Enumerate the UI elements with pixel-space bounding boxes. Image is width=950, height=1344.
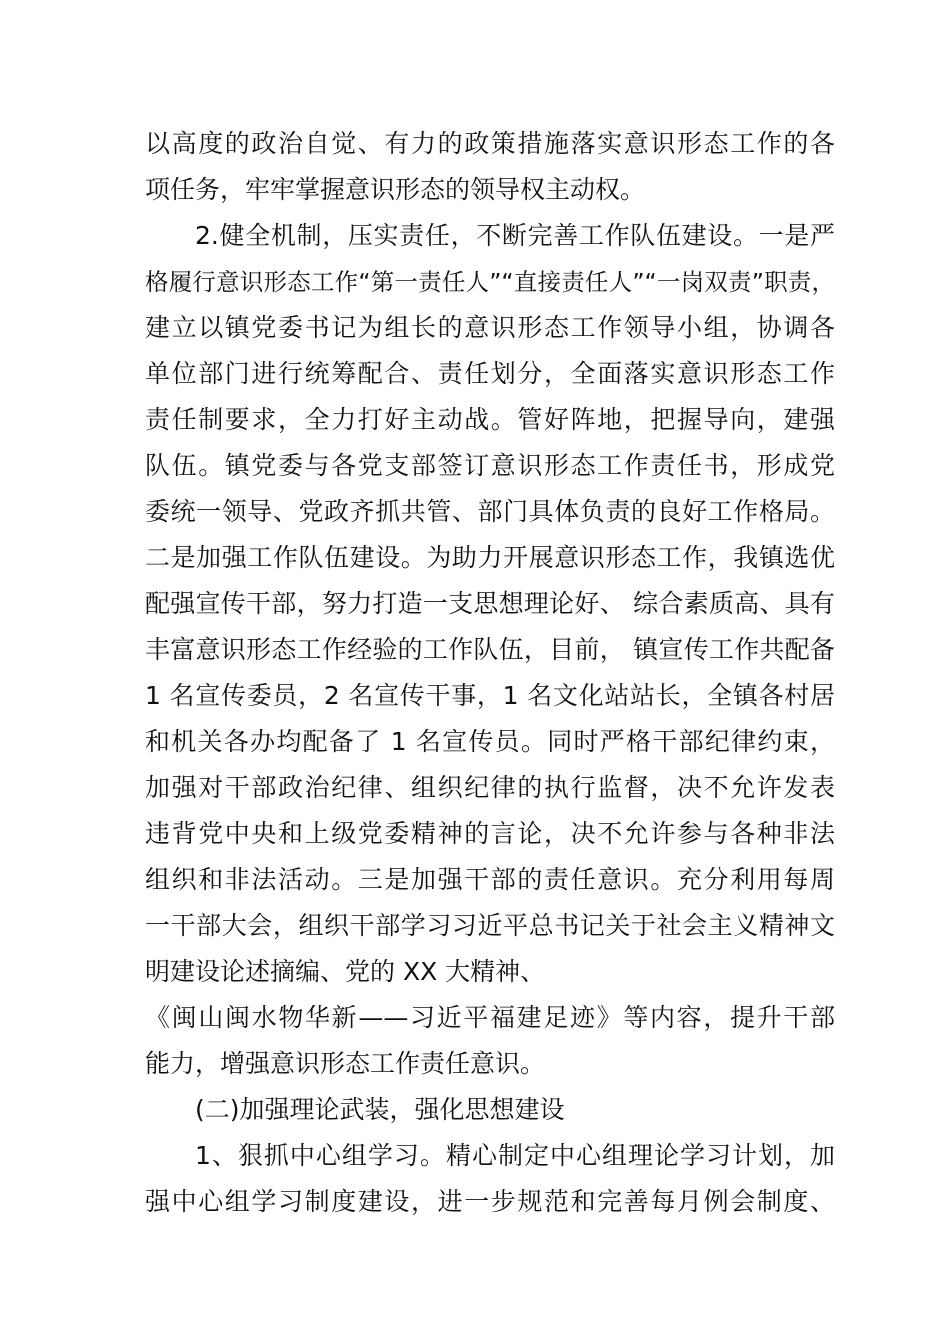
text-line: 以高度的政治自觉、有力的政策措施落实意识形态工作的各 [145,129,835,158]
text-line: 二是加强工作队伍建设。为助力开展意识形态工作，我镇选优 [145,543,835,572]
text-line: 和机关各办均配备了 1 名宣传员。同时严格干部纪律约束， [145,727,835,756]
text-line: 委统一领导、党政齐抓共管、部门具体负责的良好工作格局。 [145,497,835,526]
text-line: 1 名宣传委员，2 名宣传干事，1 名文化站站长，全镇各村居 [145,681,835,710]
text-line: 《闽山闽水物华新——习近平福建足迹》等内容，提升干部 [145,1003,835,1032]
text-line: 格履行意识形态工作“第一责任人”“直接责任人”“一岗双责”职责， [145,268,835,296]
text-line: 加强对干部政治纪律、组织纪律的执行监督，决不允许发表 [145,773,835,802]
text-line: 违背党中央和上级党委精神的言论，决不允许参与各种非法 [145,819,835,848]
text-line: 项任务，牢牢掌握意识形态的领导权主动权。 [145,175,646,204]
text-line: 能力，增强意识形态工作责任意识。 [145,1049,546,1078]
text-line: 队伍。镇党委与各党支部签订意识形态工作责任书，形成党 [145,451,835,480]
text-line: 组织和非法活动。三是加强干部的责任意识。充分利用每周 [145,865,835,894]
paragraph-heading-line: 2.健全机制，压实责任，不断完善工作队伍建设。一是严 [195,221,835,250]
text-line: 责任制要求，全力打好主动战。管好阵地，把握导向，建强 [145,405,835,434]
paragraph-heading-line: 1、狠抓中心组学习。精心制定中心组理论学习计划，加 [195,1141,835,1170]
text-line: 强中心组学习制度建设，进一步规范和完善每月例会制度、 [145,1187,835,1216]
text-line: 单位部门进行统筹配合、责任划分，全面落实意识形态工作 [145,359,835,388]
text-line: 明建设论述摘编、党的 XX 大精神、 [145,957,546,986]
section-heading: (二)加强理论武装，强化思想建设 [195,1095,565,1124]
text-line: 配强宣传干部，努力打造一支思想理论好、 综合素质高、具有 [145,589,835,618]
text-line: 丰富意识形态工作经验的工作队伍，目前， 镇宣传工作共配备 [145,635,835,664]
text-line: 一干部大会，组织干部学习习近平总书记关于社会主义精神文 [145,911,835,940]
text-line: 建立以镇党委书记为组长的意识形态工作领导小组，协调各 [145,313,835,342]
